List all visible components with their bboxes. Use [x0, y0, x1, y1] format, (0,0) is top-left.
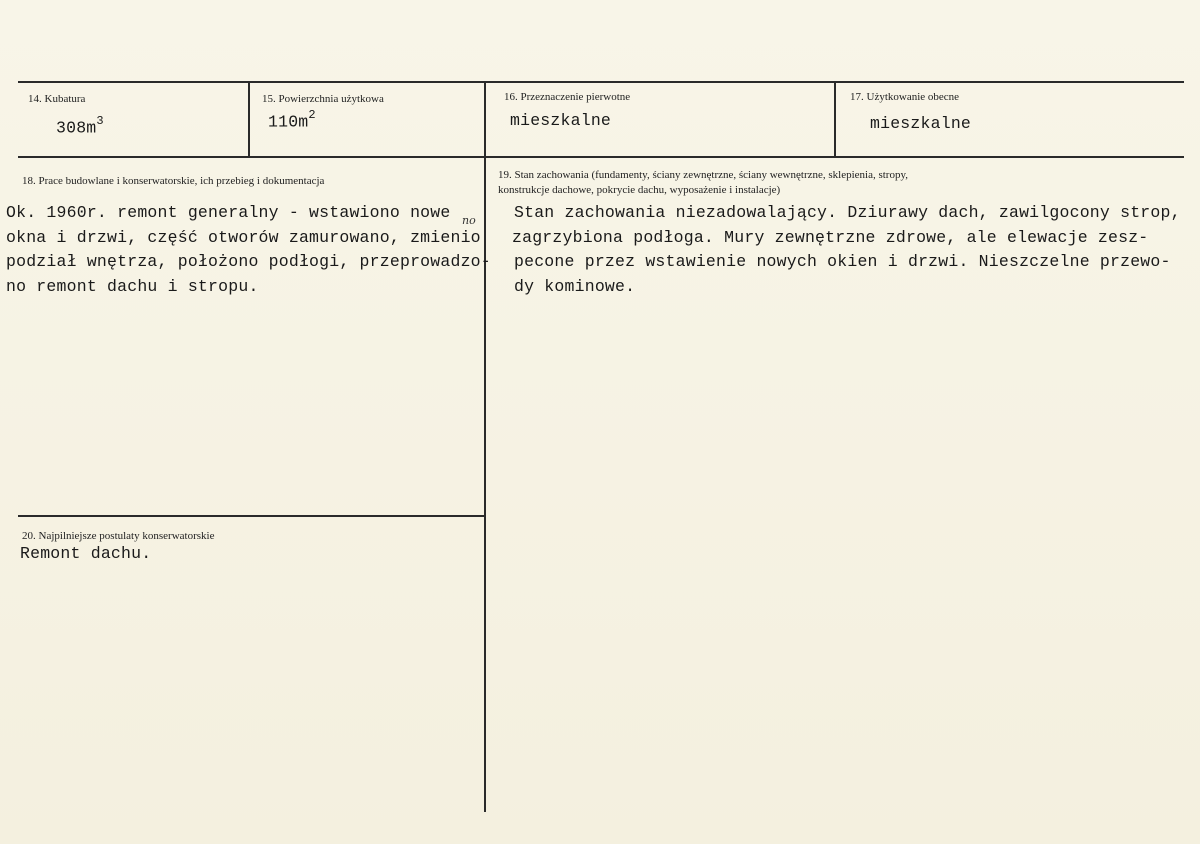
field-18-label: 18. Prace budowlane i konserwatorskie, ich przebieg i dokumentacja	[22, 175, 325, 187]
field-18-line-1: Ok. 1960r. remont generalny - wstawiono nowe	[6, 203, 451, 222]
field-19-label-line-1: 19. Stan zachowania (fundamenty, ściany zewnętrzne, ściany wewnętrzne, sklepienia, stropy,	[498, 169, 909, 181]
field-20-label: 20. Najpilniejsze postulaty konserwatorskie	[22, 530, 215, 542]
mid-rule	[18, 156, 1184, 158]
field-18-line-3: podział wnętrza, położono podłogi, przeprowadzo-	[6, 252, 491, 271]
field-14-label: 14. Kubatura	[28, 93, 86, 105]
field-17-label: 17. Użytkowanie obecne	[850, 91, 960, 103]
field-15-label: 15. Powierzchnia użytkowa	[262, 93, 384, 105]
handwritten-correction: no	[462, 214, 476, 227]
field-19-line-4: dy kominowe.	[514, 276, 636, 296]
field-16-value: mieszkalne	[510, 111, 612, 130]
field-17-value: mieszkalne	[870, 114, 972, 133]
field-18-line-2: okna i drzwi, część otworów zamurowano, zmienio	[6, 227, 481, 247]
divider-14-15	[248, 82, 250, 157]
field-19-text	[514, 201, 1181, 299]
field-20-value: Remont dachu.	[20, 544, 152, 563]
divider-16-17	[834, 82, 836, 157]
field-19-label	[498, 168, 908, 198]
field-19-label-line-2: konstrukcje dachowe, pokrycie dachu, wyposażenie i instalacje)	[498, 184, 781, 196]
field-16-label: 16. Przeznaczenie pierwotne	[504, 91, 631, 103]
divider-main	[484, 82, 486, 812]
lower-left-rule	[18, 515, 484, 517]
top-rule	[18, 81, 1184, 83]
field-19-line-2: zagrzybiona podłoga. Mury zewnętrzne zdrowe, ale elewacje zesz-	[512, 227, 1149, 247]
field-18-line-4: no remont dachu i stropu.	[6, 276, 259, 296]
field-14-value: $308m^3$	[56, 114, 104, 138]
field-15-value: $110m^2$	[268, 108, 316, 132]
field-19-line-1: Stan zachowania niezadowalający. Dziurawy dach, zawilgocony strop,	[514, 203, 1181, 222]
field-19-line-3: pecone przez wstawienie nowych okien i drzwi. Nieszczelne przewo-	[514, 252, 1171, 271]
field-18-text	[6, 201, 491, 299]
